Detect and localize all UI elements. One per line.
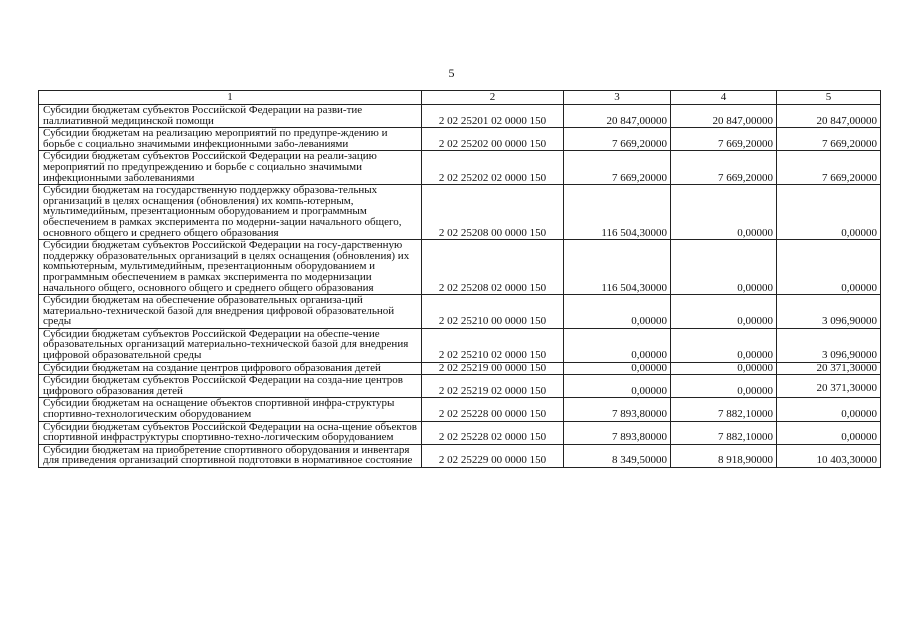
row-value-3: 7 669,20000 [564,151,671,185]
row-value-5: 3 096,90000 [777,328,881,362]
row-value-5: 20 371,30000 [777,375,881,398]
row-code: 2 02 25219 02 0000 150 [422,375,564,398]
row-code: 2 02 25228 00 0000 150 [422,398,564,421]
header-row [39,91,881,105]
row-value-5: 0,00000 [777,240,881,295]
row-code: 2 02 25229 00 0000 150 [422,444,564,467]
table-row [39,375,881,398]
column-header-2: 2 [422,91,564,105]
row-description: Субсидии бюджетам на реализацию мероприятий по предупре-ждению и борьбе с социально значимыми инфекционными забо-леваниями [39,128,422,151]
row-description: Субсидии бюджетам на оснащение объектов спортивной инфра-структуры спортивно-технологическим оборудованием [39,398,422,421]
table-row [39,444,881,467]
column-header-1: 1 [39,91,422,105]
row-value-5: 0,00000 [777,398,881,421]
row-value-3: 7 893,80000 [564,421,671,444]
row-value-3: 7 669,20000 [564,128,671,151]
row-value-3: 116 504,30000 [564,185,671,240]
table-row [39,151,881,185]
row-value-3: 8 349,50000 [564,444,671,467]
row-description: Субсидии бюджетам субъектов Российской Федерации на осна-щение объектов спортивной инфраструктуры спортивно-техно-логическим оборудованием [39,421,422,444]
row-value-4: 0,00000 [671,328,777,362]
table-row [39,398,881,421]
row-value-3: 0,00000 [564,362,671,375]
row-value-4: 8 918,90000 [671,444,777,467]
table-row [39,362,881,375]
row-value-5: 20 847,00000 [777,105,881,128]
row-value-4: 20 847,00000 [671,105,777,128]
row-description: Субсидии бюджетам на государственную поддержку образова-тельных организаций в целях оснащения (обновления) их компь-ютерным, мультимедийным, презентационным оборудованием и программным обеспечением в рамках эксперимента по модерни-зации начального общего, основного общего и среднего общего образования [39,185,422,240]
page-number: 5 [448,66,455,80]
row-value-3: 0,00000 [564,375,671,398]
row-description: Субсидии бюджетам субъектов Российской Федерации на разви-тие паллиативной медицинской помощи [39,105,422,128]
row-value-3: 0,00000 [564,295,671,329]
row-value-5: 0,00000 [777,421,881,444]
row-code: 2 02 25201 02 0000 150 [422,105,564,128]
row-value-3: 116 504,30000 [564,240,671,295]
row-code: 2 02 25210 00 0000 150 [422,295,564,329]
row-value-3: 20 847,00000 [564,105,671,128]
row-value-5: 3 096,90000 [777,295,881,329]
row-value-4: 0,00000 [671,240,777,295]
row-description: Субсидии бюджетам субъектов Российской Федерации на госу-дарственную поддержку образовательных организаций в целях оснащения (обновления) их компьютерным, мультимедийным, презентационным оборудованием и программным обеспечением в рамках эксперимента по модернизации начального общего, основного общего и среднего общего образования [39,240,422,295]
row-code: 2 02 25210 02 0000 150 [422,328,564,362]
table-row [39,421,881,444]
row-description: Субсидии бюджетам субъектов Российской Федерации на обеспе-чение образовательных организаций материально-технической базой для внедрения цифровой образовательной среды [39,328,422,362]
row-description: Субсидии бюджетам субъектов Российской Федерации на созда-ние центров цифрового образования детей [39,375,422,398]
row-value-3: 7 893,80000 [564,398,671,421]
row-value-4: 7 669,20000 [671,151,777,185]
row-value-5: 7 669,20000 [777,151,881,185]
row-value-4: 7 669,20000 [671,128,777,151]
row-value-4: 0,00000 [671,375,777,398]
row-code: 2 02 25202 02 0000 150 [422,151,564,185]
table-row [39,240,881,295]
column-header-5: 5 [777,91,881,105]
row-value-5: 20 371,30000 [777,362,881,375]
row-value-4: 0,00000 [671,185,777,240]
row-code: 2 02 25202 00 0000 150 [422,128,564,151]
row-value-4: 7 882,10000 [671,398,777,421]
row-description: Субсидии бюджетам на обеспечение образовательных организа-ций материально-технической базой для внедрения цифровой образовательной среды [39,295,422,329]
row-value-5: 7 669,20000 [777,128,881,151]
row-description: Субсидии бюджетам на приобретение спортивного оборудования и инвентаря для приведения организаций спортивной подготовки в нормативное состояние [39,444,422,467]
row-code: 2 02 25208 02 0000 150 [422,240,564,295]
table-row [39,328,881,362]
budget-table [38,90,881,468]
column-header-4: 4 [671,91,777,105]
table-row [39,128,881,151]
row-value-4: 0,00000 [671,362,777,375]
row-code: 2 02 25228 02 0000 150 [422,421,564,444]
row-value-4: 7 882,10000 [671,421,777,444]
table-row [39,105,881,128]
row-code: 2 02 25219 00 0000 150 [422,362,564,375]
table-row [39,295,881,329]
column-header-3: 3 [564,91,671,105]
row-value-4: 0,00000 [671,295,777,329]
table-row [39,185,881,240]
row-description: Субсидии бюджетам на создание центров цифрового образования детей [39,362,422,375]
row-description: Субсидии бюджетам субъектов Российской Федерации на реали-зацию мероприятий по предупреждению и борьбе с социально значимыми инфекционными заболеваниями [39,151,422,185]
row-code: 2 02 25208 00 0000 150 [422,185,564,240]
row-value-5: 0,00000 [777,185,881,240]
row-value-3: 0,00000 [564,328,671,362]
row-value-5: 10 403,30000 [777,444,881,467]
